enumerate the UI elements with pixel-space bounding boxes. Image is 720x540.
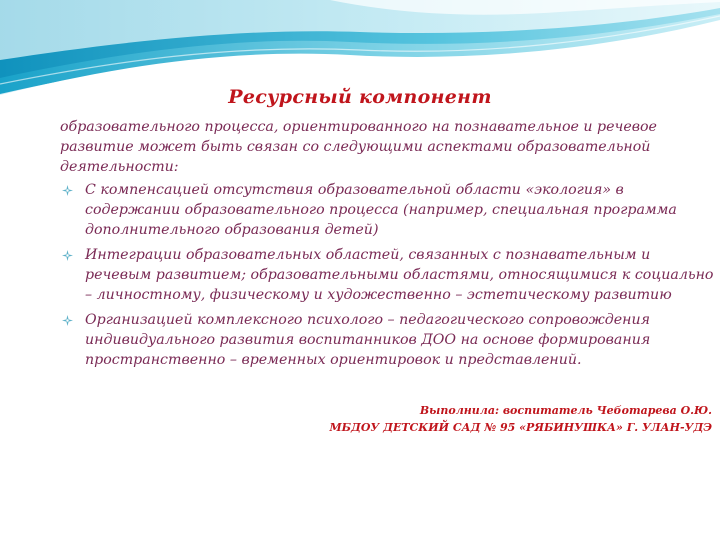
bullet-list (60, 180, 715, 375)
diamond-bullet-icon (62, 185, 73, 196)
bullet-text: Интеграции образовательных областей, связанных с познавательным и речевым развитием; образовательными областями, относящимися к социально – личностному, физическому и художественно – эстетическому развитию (85, 247, 714, 303)
bullet-text: Организацией комплексного психолого – педагогического сопровождения индивидуального развития воспитанников ДОО на основе формирования пространственно – временных ориентировок и представлений. (85, 312, 651, 368)
list-item (60, 180, 715, 240)
author-credit: Выполнила: воспитатель Чеботарева О.Ю. (419, 404, 712, 417)
institution-credit: МБДОУ ДЕТСКИЙ САД № 95 «РЯБИНУШКА» Г. УЛАН-УДЭ (329, 421, 712, 434)
diamond-bullet-icon (62, 315, 73, 326)
list-item (60, 310, 715, 370)
bullet-text: С компенсацией отсутствия образовательной области «экология» в содержании образовательного процесса (например, специальная программа дополнительного образования детей) (85, 182, 677, 238)
diamond-bullet-icon (62, 250, 73, 261)
list-item (60, 245, 715, 305)
slide-title: Ресурсный компонент (228, 86, 492, 108)
intro-text: образовательного процесса, ориентированного на познавательное и речевое развитие может быть связан со следующими аспектами образовательной деятельности: (60, 119, 657, 175)
